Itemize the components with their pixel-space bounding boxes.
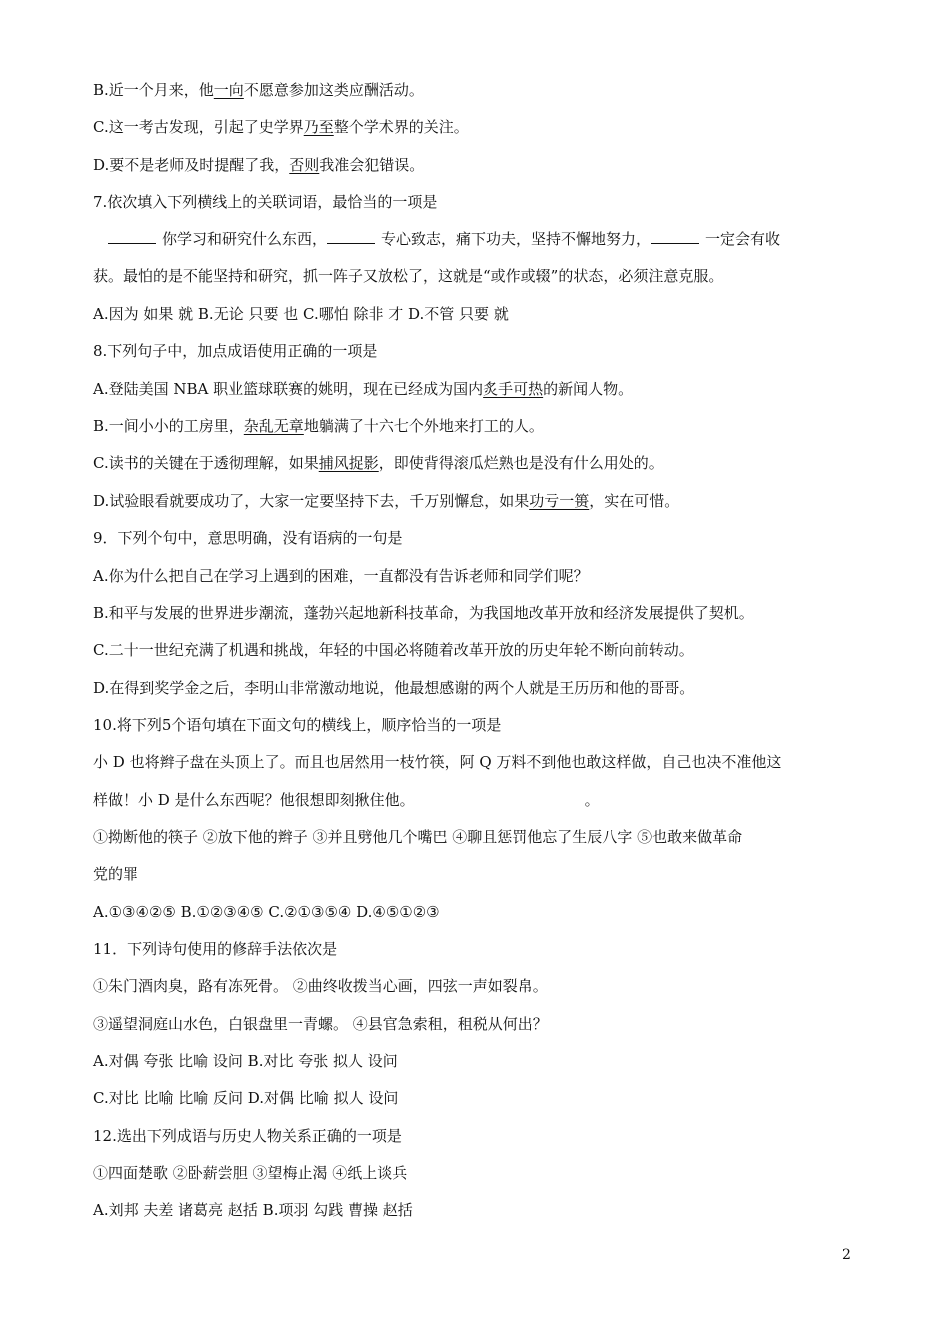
text: 。 — [584, 791, 600, 809]
text: C.读书的关键在于透彻理解，如果 — [93, 454, 319, 472]
q11-options-1: A.对偶 夸张 比喻 设问 B.对比 夸张 拟人 设问 — [93, 1052, 398, 1070]
text: D.试验眼看就要成功了，大家一定要坚持下去，千万别懈怠，如果 — [93, 492, 530, 510]
text: B.近一个月来，他 — [93, 81, 214, 99]
q7-stem: 7.依次填入下列横线上的关联词语，最恰当的一项是 — [93, 193, 438, 211]
q8-option-d — [93, 491, 679, 511]
q8-option-c — [93, 453, 664, 473]
page-number: 2 — [842, 1247, 851, 1263]
text: C.这一考古发现，引起了史学界 — [93, 118, 304, 136]
q10-stem: 10.将下列5个语句填在下面文句的横线上，顺序恰当的一项是 — [93, 716, 502, 734]
underlined-word: 一向 — [213, 81, 244, 99]
q10-items: ①拗断他的筷子 ②放下他的辫子 ③并且劈他几个嘴巴 ④聊且惩罚他忘了生辰八字 ⑤也敢来做革命 — [93, 828, 743, 846]
q10-passage-line2 — [93, 790, 600, 810]
underlined-idiom: 炙手可热 — [483, 380, 544, 398]
underlined-idiom: 捕风捉影 — [318, 454, 379, 472]
blank-line — [651, 229, 699, 244]
underlined-idiom: 杂乱无章 — [243, 417, 304, 435]
text: A.登陆美国 NBA 职业篮球联赛的姚明，现在已经成为国内 — [93, 380, 484, 398]
text: 专心致志，痛下功夫，坚持不懈地努力， — [381, 230, 652, 248]
underlined-word: 乃至 — [303, 118, 334, 136]
q12-options: A.刘邦 夫差 诸葛亮 赵括 B.项羽 勾践 曹操 赵括 — [93, 1201, 413, 1219]
q8-option-a — [93, 379, 633, 399]
q7-options: A.因为 如果 就 B.无论 只要 也 C.哪怕 除非 才 D.不管 只要 就 — [93, 305, 509, 323]
blank-line — [108, 229, 156, 244]
q6-option-b — [93, 80, 424, 100]
text: 一定会有收 — [705, 230, 781, 248]
q9-option-a: A.你为什么把自己在学习上遇到的困难，一直都没有告诉老师和同学们呢？ — [93, 567, 589, 585]
text: B.一间小小的工房里， — [93, 417, 244, 435]
q9-option-b: B.和平与发展的世界进步潮流，蓬勃兴起地新科技革命，为我国地改革开放和经济发展提供了契机。 — [93, 604, 754, 622]
q11-stem: 11．下列诗句使用的修辞手法依次是 — [93, 940, 338, 958]
blank-line — [327, 229, 375, 244]
underlined-idiom: 功亏一篑 — [529, 492, 590, 510]
text: 整个学术界的关注。 — [333, 118, 469, 136]
text: 我准会犯错误。 — [319, 156, 425, 174]
q12-stem: 12.选出下列成语与历史人物关系正确的一项是 — [93, 1127, 402, 1145]
text: 样做！小 D 是什么东西呢？他很想即刻揪住他。 — [93, 791, 415, 809]
q6-option-c — [93, 117, 469, 137]
q6-option-d — [93, 155, 424, 175]
q10-passage-line1: 小 D 也将辫子盘在头顶上了。而且也居然用一枝竹筷，阿 Q 万料不到他也敢这样做，自己也决不准他这 — [93, 753, 782, 771]
underlined-word: 否则 — [289, 156, 320, 174]
text: ，即使背得滚瓜烂熟也是没有什么用处的。 — [378, 454, 664, 472]
q12-items: ①四面楚歌 ②卧薪尝胆 ③望梅止渴 ④纸上谈兵 — [93, 1164, 408, 1182]
text: 的新闻人物。 — [543, 380, 634, 398]
q8-stem: 8.下列句子中，加点成语使用正确的一项是 — [93, 342, 378, 360]
text: D.要不是老师及时提醒了我， — [93, 156, 290, 174]
q9-option-c: C.二十一世纪充满了机遇和挑战，年轻的中国必将随着改革开放的历史年轮不断向前转动。 — [93, 641, 694, 659]
q7-passage-line2: 获。最怕的是不能坚持和研究，抓一阵子又放松了，这就是“或作或辍”的状态，必须注意克服。 — [93, 267, 724, 285]
q10-items-cont: 党的罪 — [93, 865, 139, 883]
text: 地躺满了十六七个外地来打工的人。 — [303, 417, 544, 435]
q7-passage-line1 — [108, 229, 780, 249]
q9-stem: 9．下列个句中，意思明确，没有语病的一句是 — [93, 529, 403, 547]
q9-option-d: D.在得到奖学金之后，李明山非常激动地说，他最想感谢的两个人就是王历历和他的哥哥。 — [93, 679, 695, 697]
q11-line2: ③遥望洞庭山水色，白银盘里一青螺。 ④县官急索租，租税从何出？ — [93, 1015, 548, 1033]
q11-line1: ①朱门酒肉臭，路有冻死骨。 ②曲终收拨当心画，四弦一声如裂帛。 — [93, 977, 548, 995]
text: 你学习和研究什么东西， — [162, 230, 328, 248]
text: ，实在可惜。 — [589, 492, 680, 510]
q11-options-2: C.对比 比喻 比喻 反问 D.对偶 比喻 拟人 设问 — [93, 1089, 399, 1107]
q10-options: A.①③④②⑤ B.①②③④⑤ C.②①③⑤④ D.④⑤①②③ — [93, 903, 440, 921]
text: 不愿意参加这类应酬活动。 — [243, 81, 424, 99]
q8-option-b — [93, 416, 544, 436]
